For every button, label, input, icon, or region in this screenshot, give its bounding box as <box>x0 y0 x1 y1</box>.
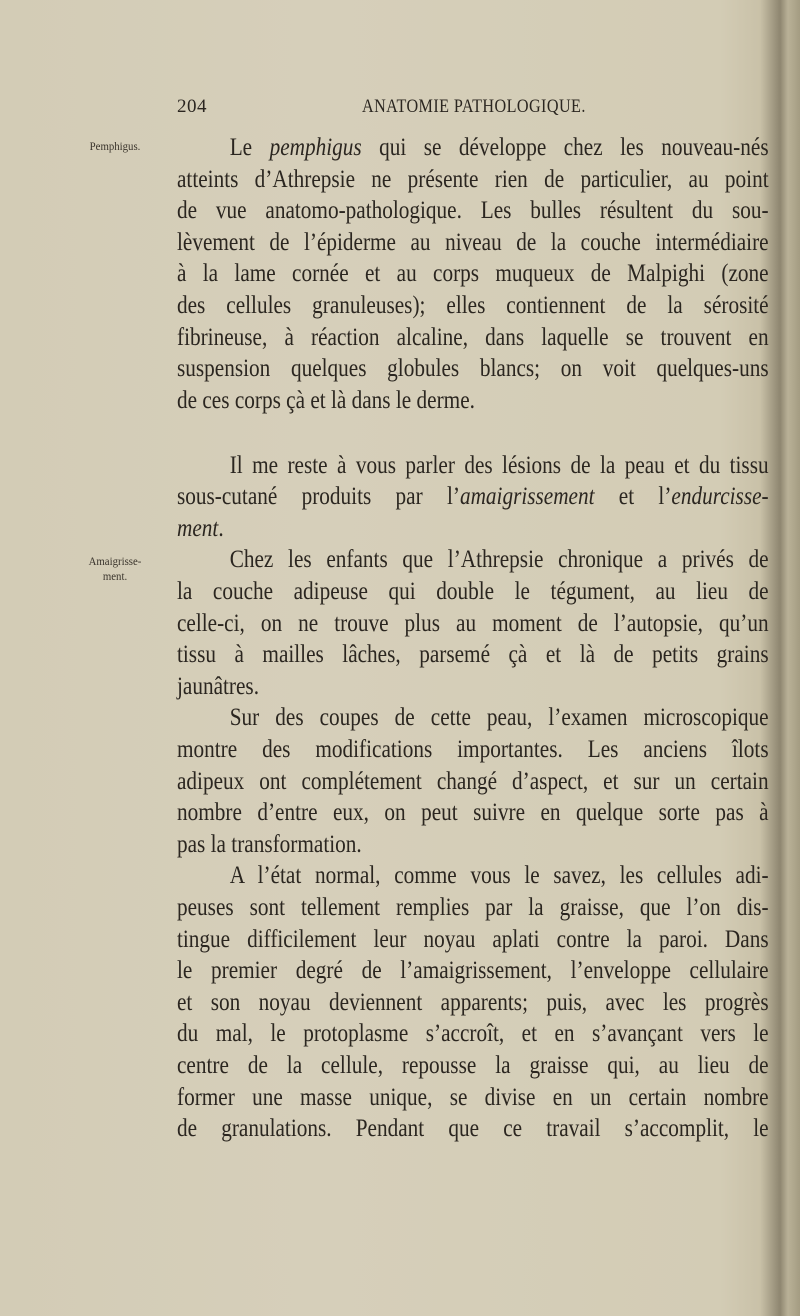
text-line <box>177 798 769 828</box>
text-run: former une masse unique, se divise en un certain nombre <box>177 1083 769 1111</box>
text-line <box>177 1083 769 1113</box>
text-line <box>177 451 769 481</box>
text-line <box>177 735 769 765</box>
text-line <box>177 1051 769 1081</box>
text-run: des cellules granuleuses); elles contiennent de la sérosité <box>177 292 769 319</box>
text-run: suspension quelques globules blancs; on voit quelques-uns <box>177 355 769 383</box>
text-run: Chez les enfants que l’Athrepsie chronique a privés de <box>229 546 769 574</box>
text-line <box>177 640 769 670</box>
text-line <box>177 830 769 860</box>
text-line <box>177 703 769 733</box>
running-title: ANATOMIE PATHOLOGIQUE. <box>362 96 586 117</box>
text-run: de granulations. Pendant que ce travail s’accomplit, le <box>177 1115 769 1143</box>
text-line <box>177 672 769 702</box>
italic-text: pemphigus <box>269 134 362 161</box>
italic-text: endurcisse- <box>671 483 769 511</box>
text-line <box>177 228 769 258</box>
text-run: . <box>218 514 224 542</box>
text-run: lèvement de l’épiderme au niveau de la couche intermédiaire <box>177 228 769 256</box>
text-line <box>177 577 769 607</box>
margin-note-amaigrissement: Amaigrisse- <box>88 554 142 568</box>
text-run: Le <box>229 134 270 161</box>
text-line <box>177 893 769 923</box>
text-line <box>177 1114 769 1144</box>
margin-note-pemphigus: Pemphigus. <box>89 139 141 153</box>
text-run: Il me reste à vous parler des lésions de la peau et du tissu <box>229 451 769 479</box>
text-run: A l’état normal, comme vous le savez, les cellules adi- <box>229 862 769 890</box>
text-run: fibrineuse, à réaction alcaline, dans laquelle se trouvent en <box>177 323 769 351</box>
text-line <box>177 386 769 416</box>
text-line <box>177 956 769 986</box>
text-run: adipeux ont complétement changé d’aspect, et sur un certain <box>177 767 769 795</box>
text-line <box>177 165 769 195</box>
text-line <box>177 291 769 321</box>
text-run: atteints d’Athrepsie ne présente rien de particulier, au point <box>177 165 769 193</box>
text-line <box>177 925 769 955</box>
text-run: sous-cutané produits par l’ <box>177 483 460 511</box>
text-line <box>177 259 769 289</box>
text-run: montre des modifications importantes. Les anciens îlots <box>177 735 769 763</box>
text-run: celle-ci, on ne trouve plus au moment de l’autopsie, qu’un <box>177 609 769 637</box>
page-number: 204 <box>177 96 207 117</box>
text-run: de ces corps çà et là dans le derme. <box>177 386 475 414</box>
text-run: jaunâtres. <box>177 672 260 700</box>
text-line <box>177 514 769 544</box>
text-run: tissu à mailles lâches, parsemé çà et là de petits grains <box>177 641 769 669</box>
text-line <box>177 323 769 353</box>
text-run: et l’ <box>594 483 672 511</box>
text-run: pas la transformation. <box>177 830 362 858</box>
text-line <box>177 482 769 512</box>
text-run: et son noyau deviennent apparents; puis, avec les progrès <box>177 988 769 1016</box>
text-line <box>177 545 769 575</box>
text-run: tingue difficilement leur noyau aplati contre la paroi. Dans <box>177 925 769 953</box>
text-run: à la lame cornée et au corps muqueux de Malpighi (zone <box>177 260 769 288</box>
text-run: le premier degré de l’amaigrissement, l’enveloppe cellulaire <box>177 957 769 985</box>
text-run: nombre d’entre eux, on peut suivre en quelque sorte pas à <box>177 799 769 827</box>
text-run: qui se développe chez les nouveau-nés <box>361 134 769 161</box>
text-line <box>177 1019 769 1049</box>
text-run: peuses sont tellement remplies par la graisse, que l’on dis- <box>177 893 769 921</box>
italic-text: amaigrissement <box>459 483 595 511</box>
text-run: Sur des coupes de cette peau, l’examen microscopique <box>229 704 769 732</box>
text-line <box>177 988 769 1018</box>
text-line <box>177 767 769 797</box>
text-line <box>177 609 769 639</box>
text-line <box>177 196 769 226</box>
text-run: la couche adipeuse qui double le tégument, au lieu de <box>177 577 769 605</box>
margin-note-amaigrissement-cont: ment. <box>102 569 128 583</box>
italic-text: ment <box>177 514 219 542</box>
text-run: de vue anatomo-pathologique. Les bulles résultent du sou- <box>177 197 769 225</box>
text-line <box>177 861 769 891</box>
text-line <box>177 133 769 163</box>
text-line <box>177 354 769 384</box>
text-run: du mal, le protoplasme s’accroît, et en s’avançant vers le <box>177 1020 769 1048</box>
text-run: centre de la cellule, repousse la graisse qui, au lieu de <box>177 1051 769 1079</box>
